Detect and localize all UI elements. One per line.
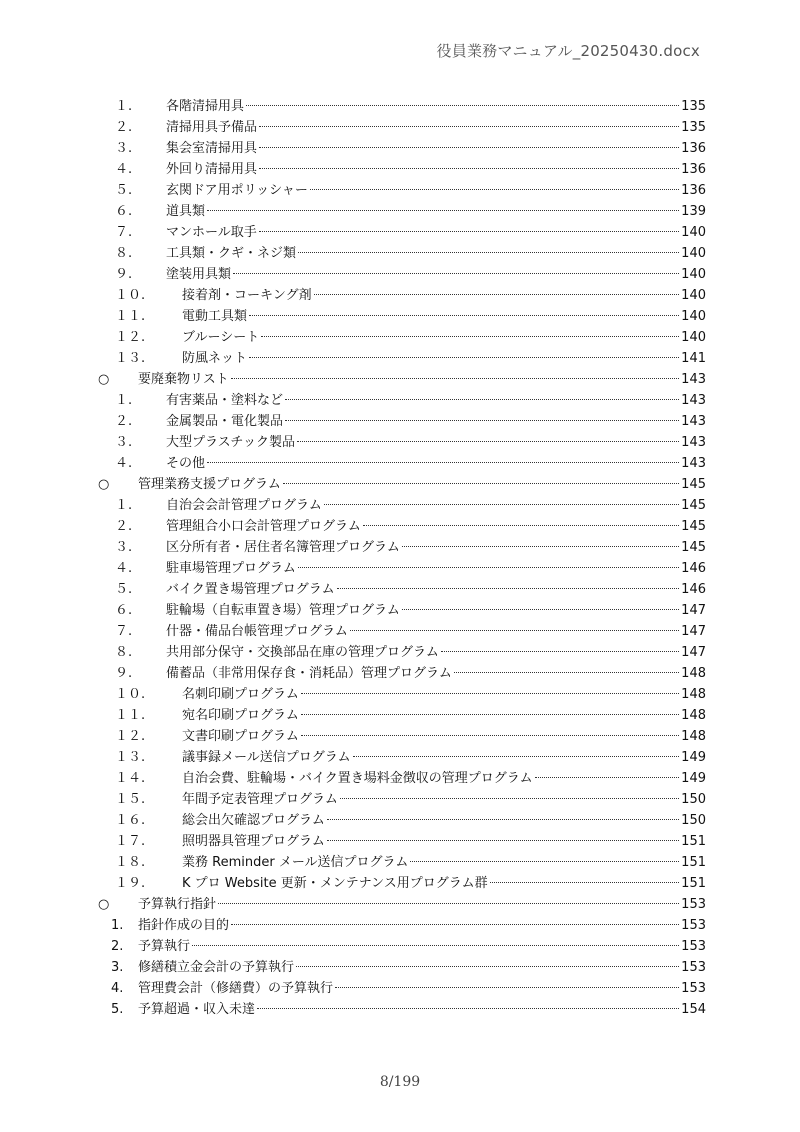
toc-entry-title[interactable]: 接着剤・コーキング剤 [182,288,312,303]
toc-leader-dots [535,777,680,778]
toc-entry[interactable] [0,768,800,789]
toc-entry-number: ○ [98,372,110,387]
toc-entry-page-number[interactable]: 146 [681,561,706,576]
toc-entry[interactable] [0,411,800,432]
toc-entry[interactable] [0,705,800,726]
toc-entry-number: １. [115,498,133,513]
toc-entry-title[interactable]: 総会出欠確認プログラム [182,813,325,828]
toc-leader-dots [337,588,680,589]
toc-leader-dots [285,420,679,421]
toc-entry-number: ５. [115,582,133,597]
toc-leader-dots [259,147,679,148]
toc-entry-number: ７. [115,225,133,240]
toc-entry[interactable] [0,810,800,831]
toc-entry-title[interactable]: 管理業務支援プログラム [138,477,281,492]
toc-entry-page-number[interactable]: 154 [681,1002,706,1017]
toc-entry-number: ２. [115,519,133,534]
toc-entry[interactable] [0,96,800,117]
toc-entry-number: １. [115,99,133,114]
toc-entry-number: ８. [115,645,133,660]
toc-entry-title[interactable]: 自治会会計管理プログラム [166,498,322,513]
toc-entry[interactable] [0,579,800,600]
toc-entry[interactable] [0,915,800,936]
toc-leader-dots [233,273,679,274]
toc-entry-page-number[interactable]: 143 [681,456,706,471]
toc-entry-page-number[interactable]: 145 [681,498,706,513]
toc-entry-title[interactable]: 業務 Reminder メール送信プログラム [182,855,409,870]
toc-entry-page-number[interactable]: 140 [681,246,706,261]
toc-entry[interactable] [0,243,800,264]
toc-leader-dots [296,966,679,967]
toc-entry[interactable] [0,789,800,810]
toc-entry[interactable] [0,432,800,453]
toc-entry[interactable] [0,264,800,285]
toc-entry[interactable] [0,726,800,747]
toc-entry[interactable] [0,936,800,957]
toc-entry[interactable] [0,306,800,327]
toc-entry-title[interactable]: バイク置き場管理プログラム [166,582,335,597]
toc-entry[interactable] [0,747,800,768]
toc-entry-page-number[interactable]: 147 [681,603,706,618]
toc-leader-dots [259,168,679,169]
toc-entry-page-number[interactable]: 135 [681,120,706,135]
toc-entry-page-number[interactable]: 145 [681,519,706,534]
toc-entry-title[interactable]: 駐輪場（自転車置き場）管理プログラム [166,603,400,618]
toc-entry-title[interactable]: 指針作成の目的 [138,918,230,933]
toc-entry-title[interactable]: 予算超過・収入未達 [138,1002,256,1017]
toc-entry-number: １３. [115,351,146,366]
toc-entry-page-number[interactable]: 153 [681,939,706,954]
toc-entry[interactable] [0,348,800,369]
toc-entry-number: 3. [111,960,124,975]
toc-entry-title[interactable]: 集会室清掃用具 [166,141,258,156]
toc-leader-dots [324,504,679,505]
toc-entry-number: ５. [115,183,133,198]
page-indicator: 8/199 [379,1074,421,1090]
toc-entry-page-number[interactable]: 140 [681,330,706,345]
toc-entry-number: ○ [98,477,110,492]
toc-leader-dots [257,1008,679,1009]
toc-leader-dots [218,903,679,904]
toc-entry-title[interactable]: 防風ネット [182,351,248,366]
toc-entry-page-number[interactable]: 140 [681,267,706,282]
toc-leader-dots [207,210,679,211]
toc-entry[interactable] [0,663,800,684]
toc-entry-page-number[interactable]: 147 [681,624,706,639]
toc-entry-number: １１. [115,309,146,324]
toc-entry-number: １０. [115,288,146,303]
toc-entry-title[interactable]: 区分所有者・居住者名簿管理プログラム [166,540,400,555]
toc-entry-number: １１. [115,708,146,723]
toc-entry-page-number[interactable]: 143 [681,414,706,429]
toc-entry-page-number[interactable]: 136 [681,183,706,198]
toc-entry-number: １２. [115,330,146,345]
toc-entry-title[interactable]: 各階清掃用具 [166,99,245,114]
toc-entry-number: 2. [111,939,124,954]
toc-entry[interactable] [0,138,800,159]
toc-entry-title[interactable]: 道具類 [166,204,206,219]
toc-entry-page-number[interactable]: 153 [681,981,706,996]
toc-entry-number: ８. [115,246,133,261]
toc-entry-number: ７. [115,624,133,639]
toc-leader-dots [402,546,679,547]
toc-entry-page-number[interactable]: 136 [681,162,706,177]
toc-entry-page-number[interactable]: 145 [681,477,706,492]
toc-leader-dots [298,252,679,253]
toc-entry-title[interactable]: 年間予定表管理プログラム [182,792,338,807]
toc-entry-title[interactable]: 文書印刷プログラム [182,729,299,744]
toc-leader-dots [340,798,679,799]
toc-entry[interactable] [0,642,800,663]
toc-entry-page-number[interactable]: 153 [681,897,706,912]
toc-entry-page-number[interactable]: 153 [681,918,706,933]
toc-entry[interactable] [0,537,800,558]
toc-entry-page-number[interactable]: 147 [681,645,706,660]
toc-entry-title[interactable]: 外回り清掃用具 [166,162,258,177]
toc-entry-page-number[interactable]: 143 [681,435,706,450]
toc-entry-title[interactable]: 塗装用具類 [166,267,232,282]
toc-leader-dots [301,693,679,694]
toc-entry-title[interactable]: 管理費会計（修繕費）の予算執行 [138,981,334,996]
toc-entry-title[interactable]: 金属製品・電化製品 [166,414,284,429]
toc-entry-page-number[interactable]: 148 [681,666,706,681]
toc-leader-dots [249,357,679,358]
toc-entry-title[interactable]: 自治会費、駐輪場・バイク置き場料金徴収の管理プログラム [182,771,533,786]
toc-entry-title[interactable]: 共用部分保守・交換部品在庫の管理プログラム [166,645,439,660]
toc-entry-page-number[interactable]: 153 [681,960,706,975]
toc-entry[interactable] [0,684,800,705]
toc-entry-number: １８. [115,855,146,870]
toc-entry-title[interactable]: 管理組合小口会計管理プログラム [166,519,361,534]
toc-entry[interactable] [0,873,800,894]
toc-entry[interactable] [0,369,800,390]
toc-entry[interactable] [0,957,800,978]
toc-entry-number: １. [115,393,133,408]
toc-entry-page-number[interactable]: 149 [681,771,706,786]
toc-leader-dots [192,945,679,946]
toc-entry[interactable] [0,180,800,201]
toc-leader-dots [249,315,679,316]
toc-leader-dots [490,882,680,883]
toc-entry-title[interactable]: マンホール取手 [166,225,257,240]
toc-entry-title[interactable]: 照明器具管理プログラム [182,834,325,849]
toc-entry-number: ２. [115,414,133,429]
toc-entry-number: １７. [115,834,146,849]
toc-entry-page-number[interactable]: 151 [681,855,706,870]
toc-entry-title[interactable]: 宛名印刷プログラム [182,708,299,723]
toc-entry[interactable] [0,327,800,348]
toc-entry-title[interactable]: 要廃棄物リスト [138,372,229,387]
toc-leader-dots [353,756,680,757]
toc-entry[interactable] [0,201,800,222]
toc-entry[interactable] [0,285,800,306]
toc-entry-page-number[interactable]: 136 [681,141,706,156]
toc-entry-number: ２. [115,120,133,135]
toc-entry-number: 4. [111,981,124,996]
toc-leader-dots [454,672,679,673]
toc-leader-dots [314,294,680,295]
toc-entry-number: １４. [115,771,146,786]
toc-entry-title[interactable]: 清掃用具予備品 [166,120,258,135]
toc-entry-title[interactable]: 有害薬品・塗料など [166,393,284,408]
toc-entry[interactable] [0,600,800,621]
toc-entry-page-number[interactable]: 151 [681,834,706,849]
toc-entry-title[interactable]: 予算執行指針 [138,897,217,912]
toc-entry[interactable] [0,516,800,537]
toc-leader-dots [410,861,679,862]
toc-entry-number: ６. [115,603,133,618]
toc-leader-dots [301,735,679,736]
toc-leader-dots [310,189,679,190]
toc-entry-title[interactable]: 大型プラスチック製品 [166,435,295,450]
toc-entry-number: １６. [115,813,146,828]
toc-entry[interactable] [0,852,800,873]
toc-leader-dots [261,336,679,337]
toc-entry-title[interactable]: 玄関ドア用ポリッシャー [166,183,308,198]
toc-leader-dots [259,126,679,127]
toc-entry[interactable] [0,558,800,579]
toc-entry-title[interactable]: 予算執行 [138,939,191,954]
toc-entry[interactable] [0,894,800,915]
document-filename: 役員業務マニュアル_20250430.docx [436,42,700,60]
toc-entry-number: ６. [115,204,133,219]
toc-entry[interactable] [0,474,800,495]
toc-entry-page-number[interactable]: 145 [681,540,706,555]
toc-entry-number: ９. [115,666,133,681]
toc-leader-dots [363,525,679,526]
toc-leader-dots [298,567,679,568]
toc-leader-dots [259,231,679,232]
toc-leader-dots [327,819,679,820]
toc-leader-dots [350,630,679,631]
toc-entry-title[interactable]: 電動工具類 [182,309,248,324]
toc-entry-title[interactable]: 名刺印刷プログラム [182,687,299,702]
toc-entry-title[interactable]: 工具類・クギ・ネジ類 [166,246,297,261]
toc-entry-number: １０. [115,687,146,702]
toc-entry-page-number[interactable]: 151 [681,876,706,891]
toc-entry-page-number[interactable]: 149 [681,750,706,765]
toc-entry[interactable] [0,159,800,180]
toc-entry-number: 1. [111,918,124,933]
toc-entry-title[interactable]: 備蓄品（非常用保存食・消耗品）管理プログラム [166,666,452,681]
toc-entry-number: ９. [115,267,133,282]
toc-entry-title[interactable]: 議事録メール送信プログラム [182,750,351,765]
toc-entry-title[interactable]: 駐車場管理プログラム [166,561,296,576]
toc-leader-dots [246,105,679,106]
toc-entry[interactable] [0,978,800,999]
toc-leader-dots [231,378,679,379]
toc-entry[interactable] [0,117,800,138]
toc-entry[interactable] [0,831,800,852]
toc-entry-page-number[interactable]: 150 [681,792,706,807]
toc-entry-title[interactable]: その他 [166,456,206,471]
toc-entry-page-number[interactable]: 150 [681,813,706,828]
toc-entry-number: 5. [111,1002,124,1017]
toc-leader-dots [207,462,679,463]
toc-entry[interactable] [0,222,800,243]
toc-entry[interactable] [0,621,800,642]
toc-leader-dots [301,714,679,715]
toc-entry-number: ３. [115,435,133,450]
toc-entry-page-number[interactable]: 140 [681,225,706,240]
toc-leader-dots [402,609,679,610]
toc-leader-dots [335,987,679,988]
toc-entry-number: ３. [115,141,133,156]
toc-leader-dots [283,483,679,484]
toc-entry-title[interactable]: ブルーシート [182,330,260,345]
toc-entry-page-number[interactable]: 140 [681,309,706,324]
toc-entry-number: ４. [115,561,133,576]
toc-entry-number: １２. [115,729,146,744]
toc-entry-page-number[interactable]: 135 [681,99,706,114]
toc-entry-title[interactable]: K プロ Website 更新・メンテナンス用プログラム群 [182,876,488,891]
toc-entry-page-number[interactable]: 143 [681,393,706,408]
toc-entry-number: ３. [115,540,133,555]
toc-entry-title[interactable]: 修繕積立金会計の予算執行 [138,960,295,975]
toc-entry-page-number[interactable]: 141 [681,351,706,366]
toc-entry-page-number[interactable]: 148 [681,708,706,723]
toc-entry-number: ４. [115,162,133,177]
toc-entry-title[interactable]: 什器・備品台帳管理プログラム [166,624,348,639]
toc-entry-number: １５. [115,792,146,807]
toc-entry-page-number[interactable]: 139 [681,204,706,219]
toc-entry-page-number[interactable]: 148 [681,687,706,702]
toc-leader-dots [441,651,679,652]
toc-leader-dots [327,840,679,841]
toc-leader-dots [285,399,679,400]
toc-entry[interactable] [0,453,800,474]
toc-entry-number: ４. [115,456,133,471]
toc-entry[interactable] [0,999,800,1020]
toc-entry-number: １９. [115,876,146,891]
toc-entry-page-number[interactable]: 143 [681,372,706,387]
toc-entry-number: ○ [98,897,110,912]
toc-entry-page-number[interactable]: 140 [681,288,706,303]
toc-leader-dots [231,924,679,925]
toc-leader-dots [297,441,679,442]
toc-entry-page-number[interactable]: 146 [681,582,706,597]
toc-entry-number: １３. [115,750,146,765]
toc-entry[interactable] [0,495,800,516]
toc-entry-page-number[interactable]: 148 [681,729,706,744]
toc-entry[interactable] [0,390,800,411]
